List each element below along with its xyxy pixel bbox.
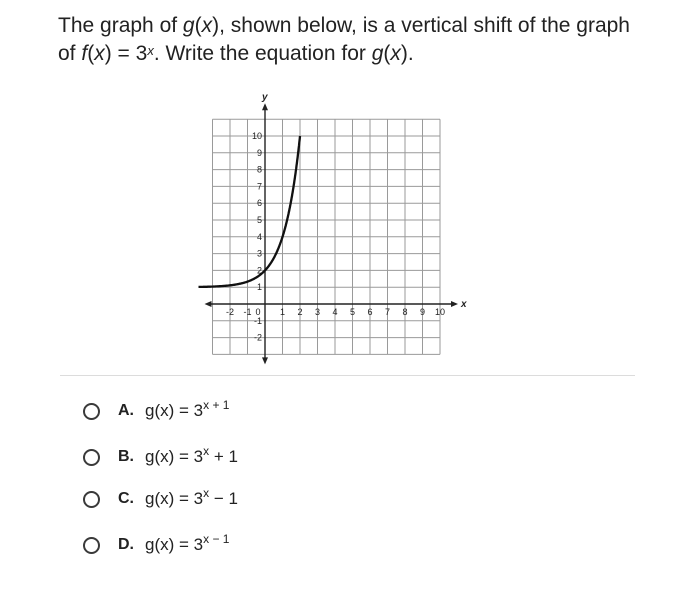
series-line [199, 136, 301, 287]
choice-d[interactable] [83, 532, 383, 562]
choice-letter: A. [118, 402, 134, 419]
y-tick-label: 9 [256, 147, 262, 158]
y-tick-label: 2 [256, 265, 262, 276]
y-tick-label: -1 [253, 315, 262, 326]
x-tick-label: -1 [243, 307, 252, 317]
radio-icon[interactable] [83, 491, 100, 508]
y-tick-label: 7 [256, 181, 262, 192]
y-axis-arrow-icon [262, 103, 268, 110]
choice-letter: C. [118, 490, 134, 507]
x-tick-label: 2 [297, 307, 303, 317]
x-tick-label: 3 [314, 307, 321, 317]
choice-letter: D. [118, 536, 134, 553]
x-axis-arrow-icon [451, 301, 458, 307]
x-tick-label: 5 [349, 307, 356, 317]
choice-expression: $g(x) = 3^x - 1$ [145, 486, 238, 508]
choice-a[interactable] [83, 398, 383, 428]
choice-b[interactable] [83, 444, 383, 474]
choice-c[interactable] [83, 486, 383, 516]
divider [60, 375, 635, 376]
choice-letter: B. [118, 448, 134, 465]
x-tick-label: 6 [367, 307, 373, 317]
y-tick-label: 5 [256, 215, 262, 225]
radio-icon[interactable] [83, 449, 100, 466]
y-tick-label: 6 [256, 198, 262, 209]
choice-expression: $g(x) = 3^x + 1$ [145, 444, 238, 466]
x-tick-label: 8 [402, 307, 408, 317]
radio-icon[interactable] [83, 403, 100, 420]
x-axis-arrow-left-icon [205, 301, 212, 307]
x-tick-label: 10 [434, 307, 446, 317]
y-tick-label: 3 [256, 248, 262, 259]
x-tick-label: 1 [279, 307, 286, 317]
x-tick-label: -2 [225, 307, 235, 317]
y-tick-label: 4 [256, 231, 262, 242]
question-line-2: of $f(x) = 3^x$. Write the equation for g(x). [58, 42, 414, 65]
x-axis-label: x [461, 299, 467, 310]
choice-expression: $g(x) = 3^{x + 1}$ [145, 398, 230, 420]
question-line-1: The graph of g(x), shown below, is a vertical shift of the graph [58, 14, 630, 37]
y-axis-arrow-down-icon [262, 357, 268, 364]
x-tick-label: 4 [332, 307, 338, 317]
y-tick-label: 10 [251, 131, 262, 141]
x-tick-label: 0 [255, 307, 261, 317]
choice-expression: $g(x) = 3^{x - 1}$ [145, 532, 230, 554]
x-tick-label: 7 [384, 307, 391, 317]
y-tick-label: 1 [256, 282, 262, 293]
y-tick-label: -2 [253, 332, 262, 343]
y-tick-label: 8 [256, 164, 262, 175]
radio-icon[interactable] [83, 537, 100, 554]
x-tick-label: 9 [419, 307, 426, 317]
y-axis-label: y [262, 92, 268, 104]
